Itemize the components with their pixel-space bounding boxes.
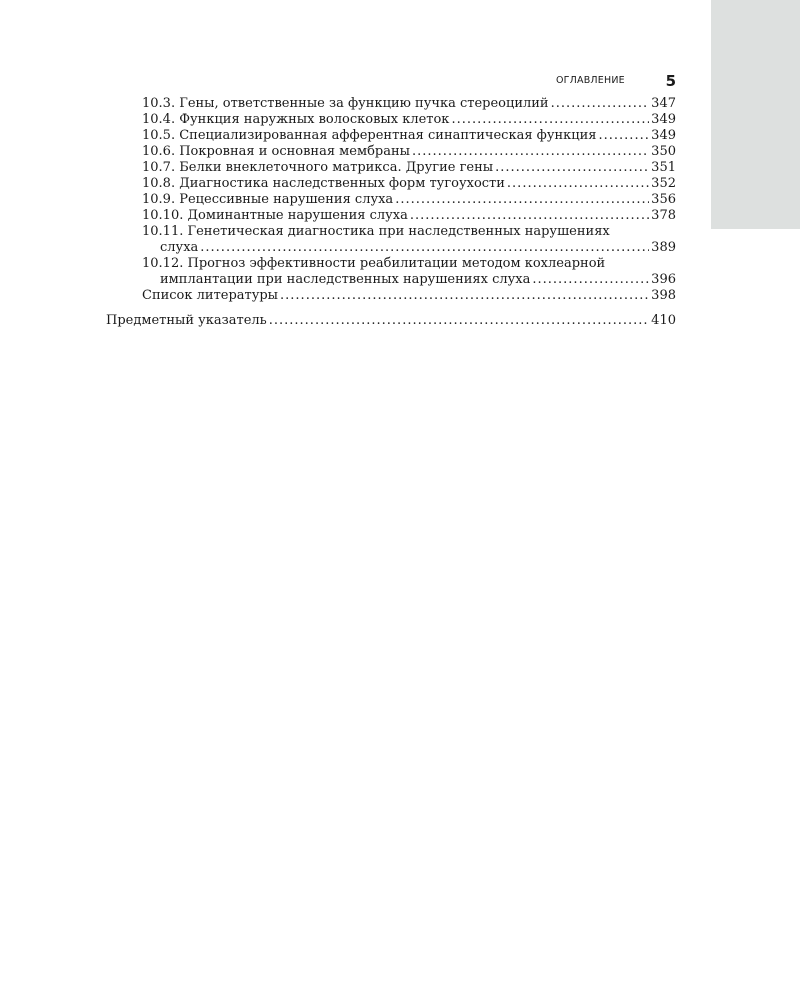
dot-leader <box>269 313 649 329</box>
dot-leader <box>451 112 649 128</box>
table-of-contents <box>106 96 676 329</box>
running-head <box>530 72 676 92</box>
toc-entry-10-9[interactable] <box>106 192 676 208</box>
toc-entry-title: 10.5. Специализированная афферентная синаптическая функция <box>142 128 597 143</box>
toc-entry-10-4[interactable] <box>106 112 676 128</box>
toc-entry-10-6[interactable] <box>106 144 676 160</box>
dot-leader <box>532 272 649 288</box>
dot-leader <box>412 144 649 160</box>
toc-entry-title-continued: имплантации при наследственных нарушениях слуха <box>160 272 531 287</box>
toc-entry-page: 347 <box>651 96 676 111</box>
toc-entry-page: 396 <box>651 272 676 287</box>
dot-leader <box>507 176 649 192</box>
toc-entry-title: 10.7. Белки внеклеточного матрикса. Другие гены <box>142 160 494 175</box>
toc-entry-title-continued: слуха <box>160 240 199 255</box>
toc-entry-10-12[interactable] <box>106 256 676 288</box>
toc-entry-title: 10.4. Функция наружных волосковых клеток <box>142 112 450 127</box>
toc-entry-title: 10.10. Доминантные нарушения слуха <box>142 208 408 223</box>
toc-entry-page: 350 <box>651 144 676 159</box>
toc-entry-title: 10.3. Гены, ответственные за функцию пучка стереоцилий <box>142 96 549 111</box>
toc-entry-page: 352 <box>651 176 676 191</box>
toc-entry-page: 389 <box>651 240 676 255</box>
dot-leader <box>280 288 649 304</box>
dot-leader <box>495 160 649 176</box>
dot-leader <box>200 240 649 256</box>
dot-leader <box>410 208 649 224</box>
toc-entry-page: 351 <box>651 160 676 175</box>
dot-leader <box>551 96 650 112</box>
running-title: ОГЛАВЛЕНИЕ <box>556 75 625 86</box>
toc-entry-title: 10.12. Прогноз эффективности реабилитации методом кохлеарной <box>142 256 606 271</box>
toc-entry-title: Список литературы <box>142 288 279 303</box>
toc-entry-title: 10.8. Диагностика наследственных форм тугоухости <box>142 176 505 191</box>
side-thumb-tab <box>711 0 800 229</box>
toc-entry-10-11[interactable] <box>106 224 676 256</box>
toc-entry-10-10[interactable] <box>106 208 676 224</box>
toc-entry-title: 10.9. Рецессивные нарушения слуха <box>142 192 394 207</box>
toc-entry-page: 410 <box>651 313 676 328</box>
page-number: 5 <box>665 72 676 90</box>
toc-entry-page: 349 <box>651 128 676 143</box>
toc-entry-10-5[interactable] <box>106 128 676 144</box>
toc-entry-page: 356 <box>651 192 676 207</box>
dot-leader <box>395 192 649 208</box>
toc-entry-10-3[interactable] <box>106 96 676 112</box>
toc-entry-10-7[interactable] <box>106 160 676 176</box>
toc-entry-subject-index[interactable] <box>106 313 676 329</box>
toc-entry-10-8[interactable] <box>106 176 676 192</box>
toc-entry-title: 10.6. Покровная и основная мембраны <box>142 144 411 159</box>
toc-entry-title: 10.11. Генетическая диагностика при наследственных нарушениях <box>142 224 610 239</box>
toc-entry-references[interactable] <box>106 288 676 304</box>
toc-entry-page: 349 <box>651 112 676 127</box>
toc-entry-page: 378 <box>651 208 676 223</box>
toc-entry-title: Предметный указатель <box>106 313 267 328</box>
toc-entry-page: 398 <box>651 288 676 303</box>
dot-leader <box>599 128 650 144</box>
